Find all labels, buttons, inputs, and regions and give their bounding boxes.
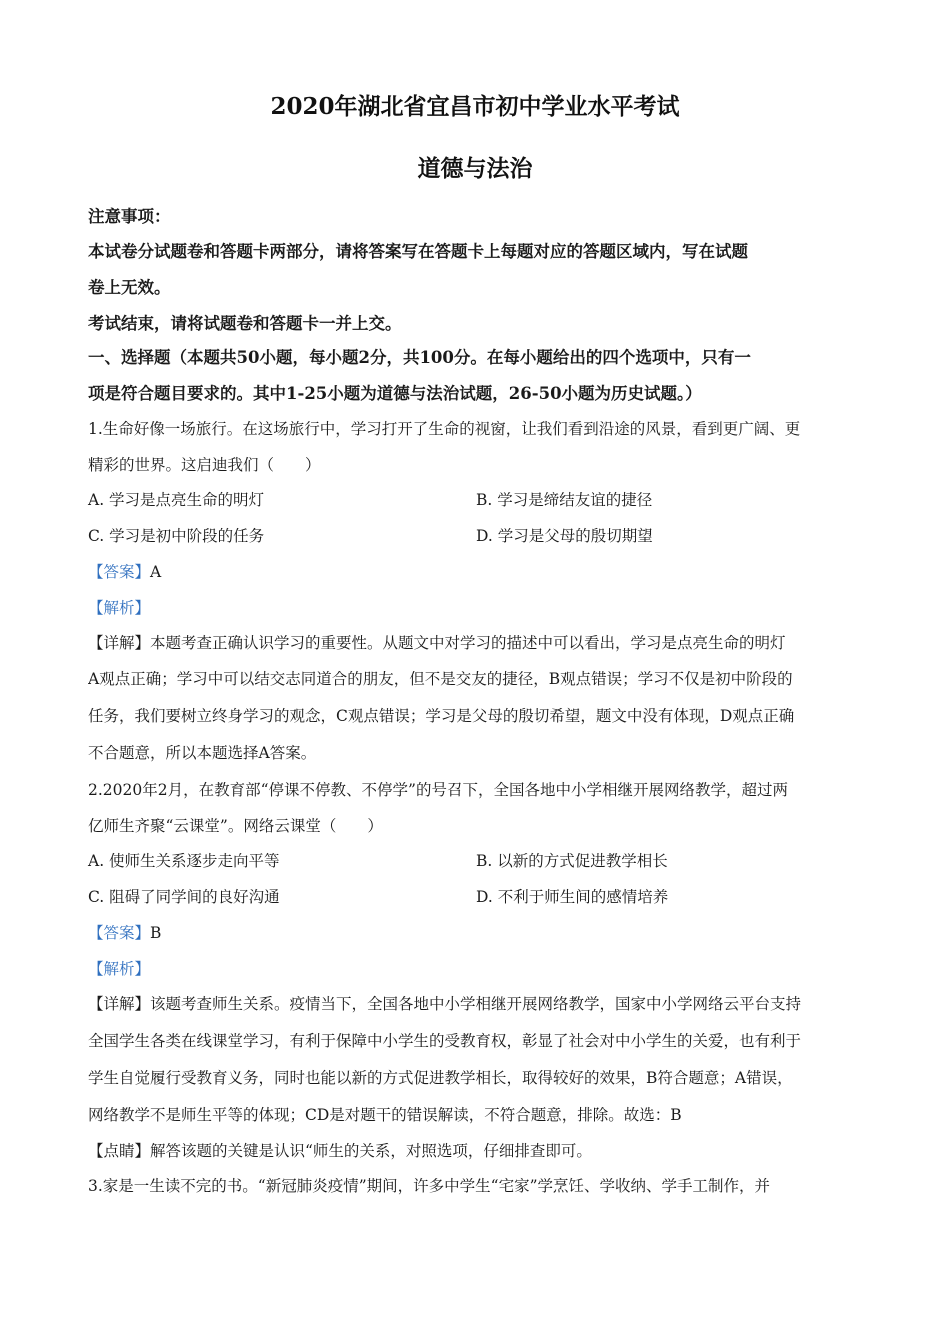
question-2-answer	[88, 922, 868, 944]
question-2-stem-line-2: 亿师生齐聚“云课堂”。网络云课堂（ ）	[88, 817, 383, 835]
notice-heading: 注意事项：	[88, 207, 171, 226]
question-2-option-c: C. 阻碍了同学间的良好沟通	[88, 888, 280, 906]
question-2-option-d: D. 不利于师生间的感情培养	[476, 888, 669, 906]
question-2-analysis-tag: 【解析】	[88, 960, 151, 978]
question-1-stem-line-2: 精彩的世界。这启迪我们（ ）	[88, 456, 321, 474]
question-2-option-a: A. 使师生关系逐步走向平等	[88, 852, 280, 870]
answer-tag: 【答案】	[88, 924, 151, 942]
question-2-stem-line-1: 2.2020年2月，在教育部“停课不停教、不停学”的号召下，全国各地中小学相继开展网络教学，超过两	[88, 781, 788, 799]
subject-title: 道德与法治	[417, 155, 533, 182]
notice-line-1: 本试卷分试题卷和答题卡两部分，请将答案写在答题卡上每题对应的答题区域内，写在试题	[88, 242, 748, 261]
question-1-stem-line-1: 1.生命好像一场旅行。在这场旅行中，学习打开了生命的视窗，让我们看到沿途的风景，看到更广阔、更	[88, 420, 801, 438]
question-2-detail-line-4: 网络教学不是师生平等的体现；CD是对题干的错误解读，不符合题意，排除。故选：B	[88, 1106, 682, 1124]
answer-value: A	[150, 563, 162, 581]
question-1-detail-line-3: 任务，我们要树立终身学习的观念，C观点错误；学习是父母的殷切希望，题文中没有体现，D观点正确	[88, 707, 795, 725]
notice-line-2: 卷上无效。	[88, 278, 171, 297]
question-1-detail-line-1: 【详解】本题考查正确认识学习的重要性。从题文中对学习的描述中可以看出，学习是点亮生命的明灯	[88, 634, 786, 652]
question-2-detail-line-2: 全国学生各类在线课堂学习，有利于保障中小学生的受教育权，彰显了社会对中小学生的关爱，也有利于	[88, 1032, 802, 1050]
section-instructions-line-2: 项是符合题目要求的。其中1-25小题为道德与法治试题，26-50小题为历史试题。）	[88, 384, 702, 403]
question-2-detail-line-1: 【详解】该题考查师生关系。疫情当下，全国各地中小学相继开展网络教学，国家中小学网络云平台支持	[88, 995, 802, 1013]
question-1-answer	[88, 561, 868, 583]
question-1-option-a: A. 学习是点亮生命的明灯	[88, 491, 265, 509]
question-3-stem-line-1: 3.家是一生读不完的书。“新冠肺炎疫情”期间，许多中学生“宅家”学烹饪、学收纳、学手工制作，并	[88, 1177, 770, 1195]
answer-value: B	[150, 924, 162, 942]
question-1-detail-line-2: A观点正确；学习中可以结交志同道合的朋友，但不是交友的捷径，B观点错误；学习不仅是初中阶段的	[88, 670, 793, 688]
question-2-option-b: B. 以新的方式促进教学相长	[476, 852, 668, 870]
question-1-option-c: C. 学习是初中阶段的任务	[88, 527, 265, 545]
question-2-detail-line-3: 学生自觉履行受教育义务，同时也能以新的方式促进教学相长，取得较好的效果，B符合题意；A错误，	[88, 1069, 793, 1087]
exam-title: 2020年湖北省宜昌市初中学业水平考试	[270, 93, 680, 120]
question-1-analysis-tag: 【解析】	[88, 599, 151, 617]
answer-tag: 【答案】	[88, 563, 151, 581]
question-2-tip: 【点睛】解答该题的关键是认识“师生的关系，对照选项，仔细排查即可。	[88, 1142, 592, 1160]
notice-line-3: 考试结束，请将试题卷和答题卡一并上交。	[88, 314, 402, 333]
section-instructions-line-1: 一、选择题（本题共50小题，每小题2分，共100分。在每小题给出的四个选项中，只有一	[88, 348, 751, 367]
question-1-detail-line-4: 不合题意，所以本题选择A答案。	[88, 744, 317, 762]
question-1-option-b: B. 学习是缔结友谊的捷径	[476, 491, 653, 509]
question-1-option-d: D. 学习是父母的殷切期望	[476, 527, 653, 545]
